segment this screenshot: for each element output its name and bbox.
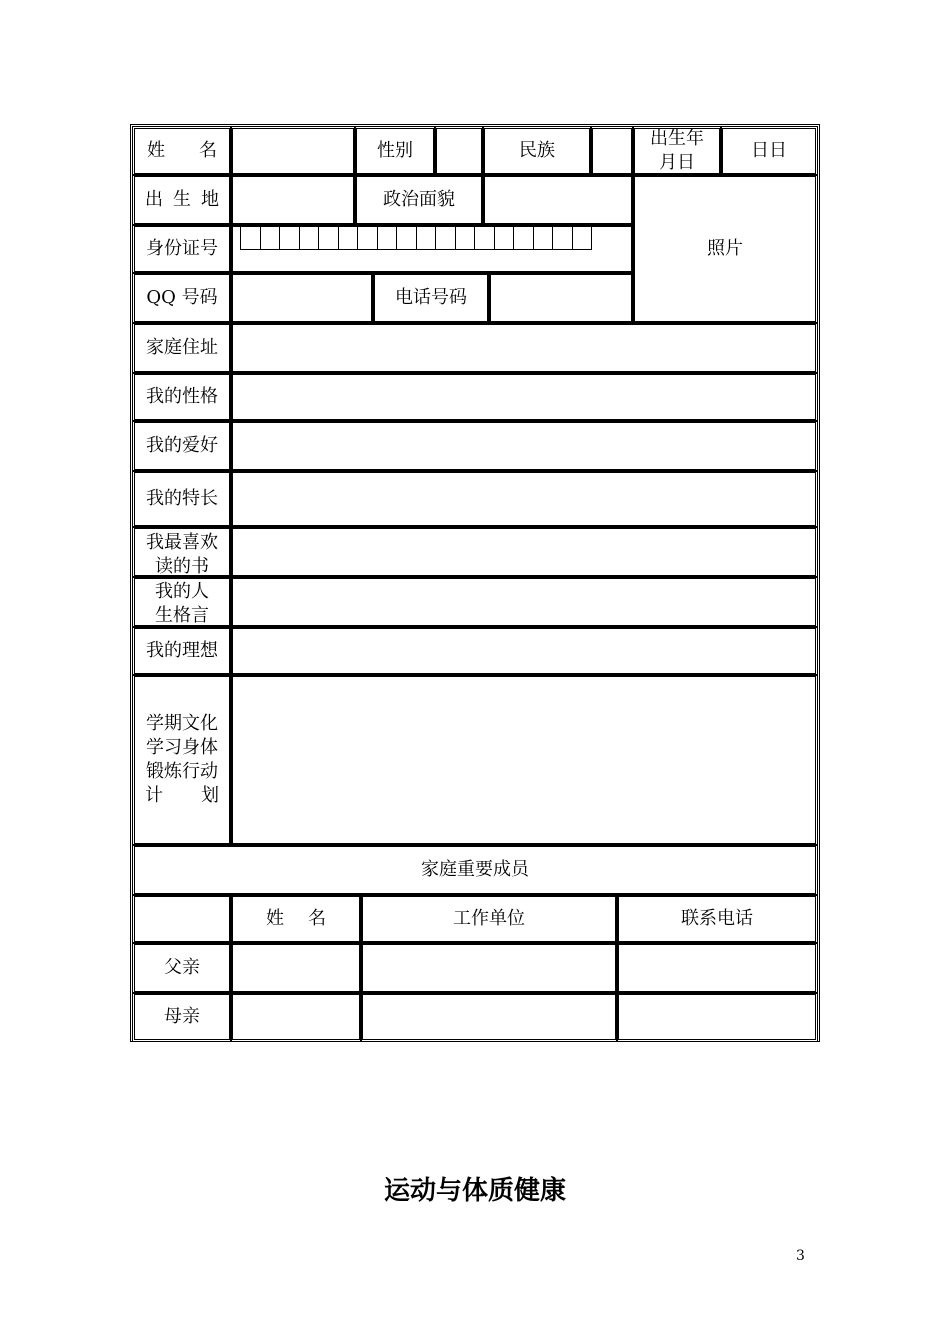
father-name-field[interactable] (230, 942, 362, 994)
family-header-blank (132, 894, 232, 944)
hobby-field[interactable] (230, 420, 818, 472)
plan-char-1: 计 (145, 785, 163, 806)
father-label: 父亲 (132, 942, 232, 994)
id-digit-box[interactable] (435, 226, 455, 250)
id-label: 身份证号 (132, 224, 232, 274)
phone-label: 电话号码 (372, 272, 490, 324)
family-section-title: 家庭重要成员 (132, 844, 818, 896)
section-heading: 运动与体质健康 (383, 1176, 566, 1206)
political-field[interactable] (482, 174, 634, 226)
family-col-phone: 联系电话 (616, 894, 818, 944)
mother-label: 母亲 (132, 992, 232, 1042)
motto-field[interactable] (230, 576, 818, 628)
political-label: 政治面貌 (354, 174, 484, 226)
address-field[interactable] (230, 322, 818, 374)
plan-char-2: 划 (201, 785, 219, 806)
col-name-char-2: 名 (308, 908, 326, 929)
id-digit-box[interactable] (338, 226, 358, 250)
gender-label: 性别 (354, 126, 436, 176)
id-digit-box[interactable] (299, 226, 319, 250)
qq-field[interactable] (230, 272, 374, 324)
specialty-label: 我的特长 (132, 470, 232, 528)
plan-label-last (145, 784, 219, 808)
plan-label-lines: 学期文化 学习身体 锻炼行动 (146, 713, 218, 782)
birthplace-char-2: 生 (173, 189, 191, 210)
motto-label: 我的人 生格言 (132, 576, 232, 628)
favorite-book-field[interactable] (230, 526, 818, 578)
family-col-work: 工作单位 (360, 894, 618, 944)
ideal-label: 我的理想 (132, 626, 232, 676)
id-digit-box[interactable] (279, 226, 299, 250)
birth-value[interactable]: 日日 (720, 126, 818, 176)
ideal-field[interactable] (230, 626, 818, 676)
name-label (132, 126, 232, 176)
birthplace-char-3: 地 (201, 189, 219, 210)
birthplace-char-1: 出 (145, 189, 163, 210)
id-digit-box[interactable] (455, 226, 475, 250)
favorite-book-label: 我最喜欢 读的书 (132, 526, 232, 578)
mother-work-field[interactable] (360, 992, 618, 1042)
mother-name-field[interactable] (230, 992, 362, 1042)
col-name-char-1: 姓 (266, 908, 284, 929)
birthplace-label (132, 174, 232, 226)
id-digit-box[interactable] (357, 226, 377, 250)
id-digit-box[interactable] (533, 226, 553, 250)
id-digit-box[interactable] (513, 226, 533, 250)
ethnicity-label: 民族 (482, 126, 592, 176)
qq-label: QQ 号码 (132, 272, 232, 324)
id-digit-box[interactable] (552, 226, 572, 250)
father-phone-field[interactable] (616, 942, 818, 994)
personality-label: 我的性格 (132, 372, 232, 422)
id-digit-box[interactable] (572, 226, 593, 250)
plan-label (132, 674, 232, 846)
hobby-label: 我的爱好 (132, 420, 232, 472)
page-number: 3 (796, 1248, 805, 1264)
birth-label: 出生年 月日 (632, 126, 722, 176)
plan-field[interactable] (230, 674, 818, 846)
id-digit-box[interactable] (240, 226, 260, 250)
photo-box[interactable]: 照片 (632, 174, 818, 324)
birthplace-field[interactable] (230, 174, 356, 226)
id-digit-box[interactable] (494, 226, 514, 250)
address-label: 家庭住址 (132, 322, 232, 374)
name-field[interactable] (230, 126, 356, 176)
id-digit-box[interactable] (474, 226, 494, 250)
name-label-char-1: 姓 (147, 140, 165, 161)
ethnicity-field[interactable] (590, 126, 634, 176)
personality-field[interactable] (230, 372, 818, 422)
father-work-field[interactable] (360, 942, 618, 994)
id-digit-box[interactable] (260, 226, 280, 250)
family-col-name (230, 894, 362, 944)
id-digit-box[interactable] (396, 226, 416, 250)
id-digit-boxes[interactable] (240, 226, 592, 250)
mother-phone-field[interactable] (616, 992, 818, 1042)
phone-field[interactable] (488, 272, 634, 324)
gender-field[interactable] (434, 126, 484, 176)
id-digit-box[interactable] (416, 226, 436, 250)
id-digit-box[interactable] (318, 226, 338, 250)
specialty-field[interactable] (230, 470, 818, 528)
name-label-char-2: 名 (199, 140, 217, 161)
id-digit-box[interactable] (377, 226, 397, 250)
